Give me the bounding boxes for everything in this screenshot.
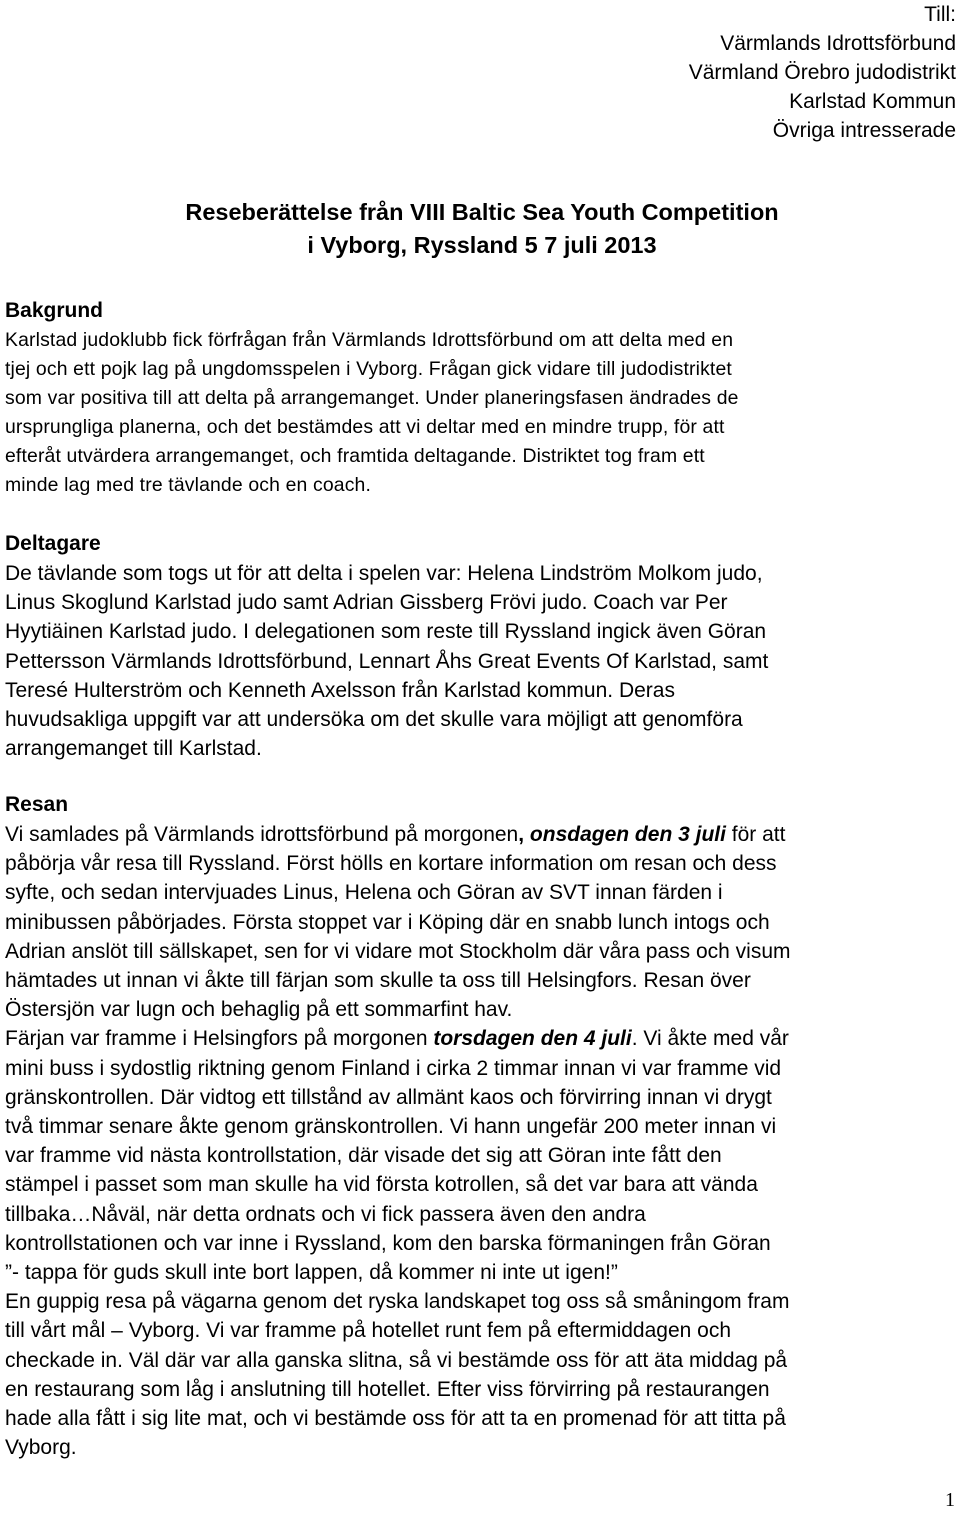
body-line: var framme vid nästa kontrollstation, där visade det sig att Göran inte fått den (5, 1144, 722, 1168)
title-line: i Vyborg, Ryssland 5 7 juli 2013 (307, 232, 657, 258)
recipient-line: Värmlands Idrottsförbund (720, 32, 956, 55)
body-line: som var positiva till att delta på arrangemanget. Under planeringsfasen ändrades de (5, 387, 739, 409)
body-line: mini buss i sydostlig riktning genom Finland i cirka 2 timmar innan vi var framme vid (5, 1056, 782, 1080)
body-line: kontrollstationen och var inne i Ryssland, kom den barska förmaningen från Göran (5, 1231, 771, 1255)
body-text: , (518, 823, 530, 846)
body-line: Teresé Hulterström och Kenneth Axelsson från Karlstad kommun. Deras (5, 678, 675, 702)
body-text: Vi samlades på Värmlands idrottsförbund på morgonen (5, 823, 519, 846)
body-line: Adrian anslöt till sällskapet, sen for vi vidare mot Stockholm där våra pass och visum (5, 939, 791, 963)
recipient-line: Värmland Örebro judodistrikt (688, 61, 956, 84)
body-text: Färjan var framme i Helsingfors på morgonen (5, 1027, 434, 1051)
date-emphasis: torsdagen den 4 juli (433, 1027, 632, 1051)
body-line: stämpel i passet som man skulle ha vid första kotrollen, så det var bara att vända (5, 1173, 758, 1197)
title-line: Reseberättelse från VIII Baltic Sea Youth Competition (185, 199, 779, 225)
body-line: ursprungliga planerna, och det bestämdes att vi deltar med en mindre trupp, för att (5, 416, 725, 438)
body-line: hämtades ut innan vi åkte till färjan som skulle ta oss till Helsingfors. Resan över (5, 969, 751, 993)
document-title (0, 196, 960, 262)
section-body-deltagare (5, 559, 960, 763)
body-text: för att (725, 823, 786, 846)
section-body-resan (5, 820, 960, 1462)
body-line: hade alla fått i sig lite mat, och vi bestämde oss för att ta en promenad för att titta på (5, 1407, 786, 1431)
date-emphasis: onsdagen den 3 juli (529, 823, 726, 846)
body-line: huvudsakliga uppgift var att undersöka om det skulle vara möjligt att genomföra (5, 708, 743, 732)
body-line: Vyborg. (5, 1436, 77, 1460)
body-line: påbörja vår resa till Ryssland. Först hölls en kortare information om resan och dess (5, 852, 777, 876)
body-line: tillbaka…Nåväl, när detta ordnats och vi fick passera även den andra (5, 1202, 646, 1226)
page-number: 1 (945, 1489, 955, 1511)
body-line: arrangemanget till Karlstad. (5, 737, 262, 761)
body-line: gränskontrollen. Där vidtog ett tillstånd av allmänt kaos och förvirring innan vi drygt (5, 1085, 772, 1109)
body-line: Karlstad judoklubb fick förfrågan från Värmlands Idrottsförbund om att delta med en (5, 329, 734, 351)
body-line: Linus Skoglund Karlstad judo samt Adrian Gissberg Frövi judo. Coach var Per (5, 591, 728, 615)
body-line: två timmar senare åkte genom gränskontrollen. Vi hann ungefär 200 meter innan vi (5, 1115, 777, 1139)
body-line: till vårt mål – Vyborg. Vi var framme på hotellet runt fem på eftermiddagen och (5, 1319, 732, 1343)
body-line: Pettersson Värmlands Idrottsförbund, Lennart Åhs Great Events Of Karlstad, samt (5, 649, 769, 673)
recipient-block (689, 0, 956, 145)
body-line: efteråt utvärdera arrangemanget, och framtida deltagande. Distriktet tog fram ett (5, 445, 705, 467)
body-line: tjej och ett pojk lag på ungdomsspelen i Vyborg. Frågan gick vidare till judodistriktet (5, 358, 732, 380)
body-line: en restaurang som låg i anslutning till hotellet. Efter viss förvirring på restaurangen (5, 1377, 770, 1401)
recipient-label: Till: (924, 3, 956, 26)
body-line: minibussen påbörjades. Första stoppet var i Köping där en snabb lunch intogs och (5, 910, 770, 934)
body-line: Östersjön var lugn och behaglig på ett sommarfint hav. (5, 998, 513, 1022)
recipient-line: Övriga intresserade (772, 119, 956, 142)
body-line: checkade in. Väl där var alla ganska slitna, så vi bestämde oss för att äta middag på (5, 1348, 788, 1372)
body-text: . Vi åkte med vår (631, 1027, 789, 1051)
recipient-line: Karlstad Kommun (789, 90, 956, 113)
section-heading-bakgrund: Bakgrund (5, 299, 104, 322)
body-line: De tävlande som togs ut för att delta i spelen var: Helena Lindström Molkom judo, (5, 562, 763, 585)
body-line: Hyytiäinen Karlstad judo. I delegationen som reste till Ryssland ingick även Göran (5, 620, 767, 644)
section-body-bakgrund (5, 326, 960, 500)
body-line (5, 1024, 960, 1053)
body-line: ”- tappa för guds skull inte bort lappen, då kommer ni inte ut igen!” (5, 1261, 618, 1285)
body-line: En guppig resa på vägarna genom det ryska landskapet tog oss så småningom fram (5, 1290, 790, 1314)
body-line: syfte, och sedan intervjuades Linus, Helena och Göran av SVT innan färden i (5, 881, 723, 905)
body-line (5, 820, 960, 849)
section-heading-resan: Resan (5, 793, 69, 816)
body-line: minde lag med tre tävlande och en coach. (5, 474, 372, 496)
section-heading-deltagare: Deltagare (5, 532, 101, 555)
